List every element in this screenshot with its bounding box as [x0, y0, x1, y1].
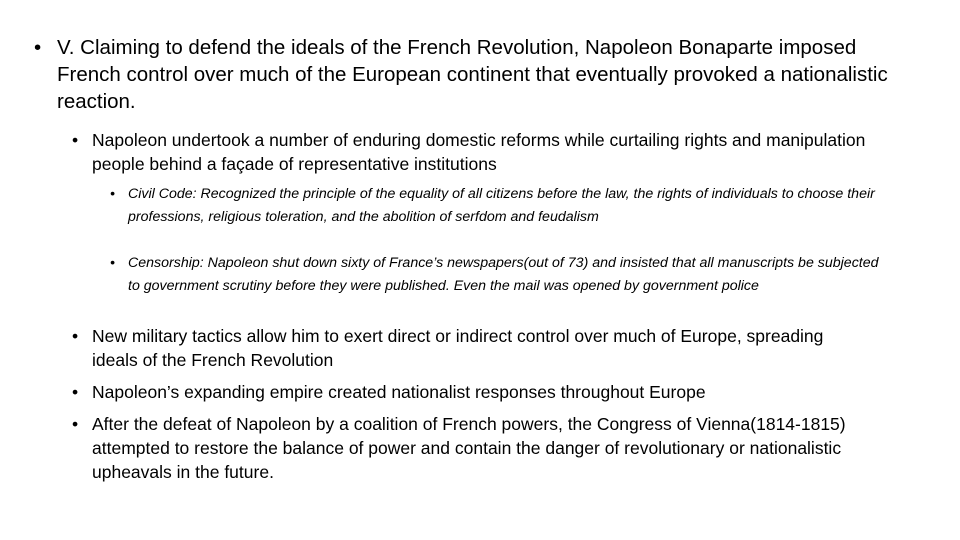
bullet-domestic-reforms	[72, 128, 872, 176]
bullet-icon: •	[34, 36, 42, 59]
bullet-icon: •	[72, 130, 79, 150]
bullet-text: After the defeat of Napoleon by a coalition of French powers, the Congress of Vienna(1814-1815) attempted to restore the balance of power and contain the danger of revolutionary or nationalistic upheavals in the future.	[92, 414, 846, 482]
bullet-icon: •	[110, 255, 115, 271]
bullet-icon: •	[72, 414, 79, 434]
bullet-text: Napoleon’s expanding empire created nationalist responses throughout Europe	[92, 382, 706, 402]
bullet-expanding-empire	[72, 380, 872, 404]
bullet-military-tactics	[72, 324, 872, 372]
bullet-icon: •	[72, 326, 79, 346]
bullet-icon: •	[72, 382, 79, 402]
bullet-text: New military tactics allow him to exert direct or indirect control over much of Europe, spreading ideals of the French Revolution	[92, 326, 824, 370]
bullet-text: V. Claiming to defend the ideals of the French Revolution, Napoleon Bonaparte imposed French control over much of the European continent that eventually provoked a nationalistic reaction.	[57, 36, 888, 113]
bullet-censorship	[110, 252, 885, 297]
bullet-icon: •	[110, 186, 115, 202]
bullet-civil-code	[110, 183, 885, 228]
bullet-napoleon-french-control	[34, 34, 904, 115]
bullet-text: Napoleon undertook a number of enduring domestic reforms while curtailing rights and manipulation people behind a façade of representative institutions	[92, 130, 866, 174]
bullet-congress-of-vienna	[72, 412, 872, 484]
bullet-text: Censorship: Napoleon shut down sixty of France’s newspapers(out of 73) and insisted that all manuscripts be subjected to government scrutiny before they were published. Even the mail was opened by government police	[128, 255, 879, 294]
bullet-text: Civil Code: Recognized the principle of the equality of all citizens before the law, the rights of individuals to choose their professions, religious toleration, and the abolition of serfdom and feudalism	[128, 186, 875, 225]
